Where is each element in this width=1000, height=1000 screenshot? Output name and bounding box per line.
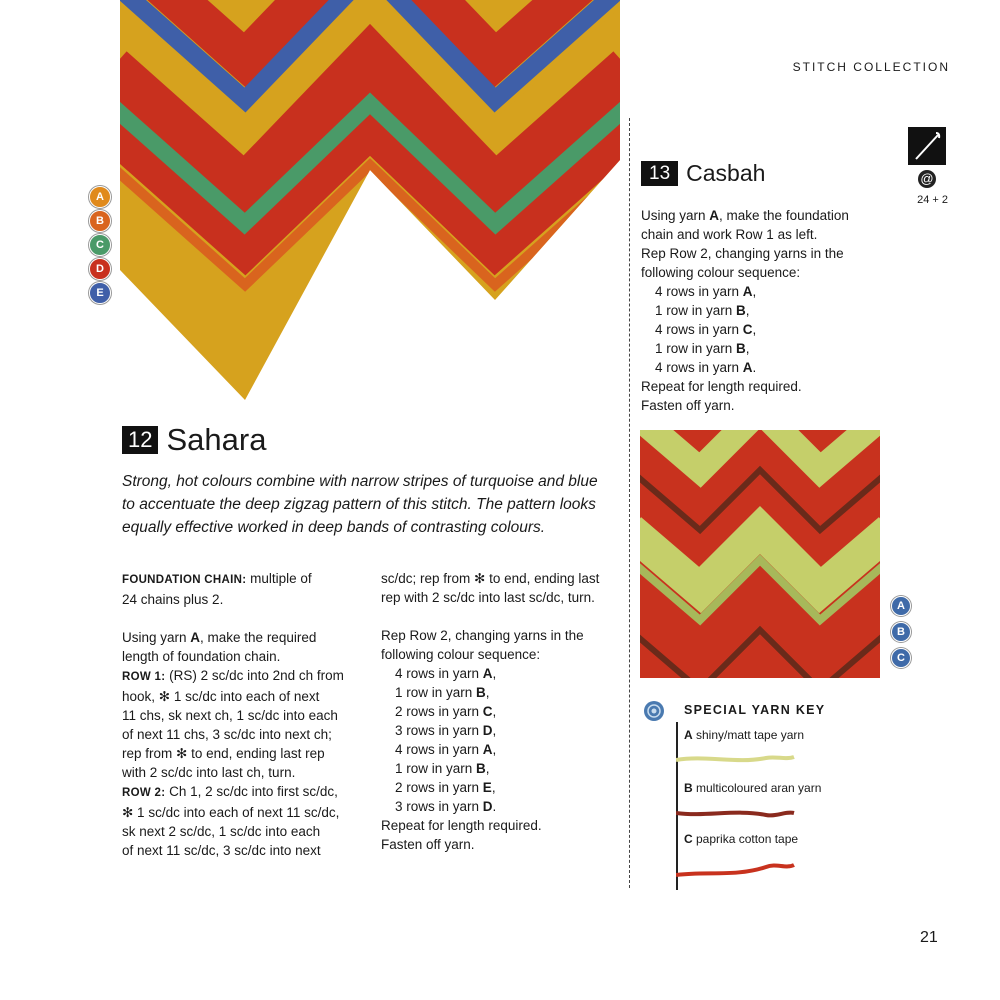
yarn-key-item-a: A shiny/matt tape yarn xyxy=(684,728,805,742)
casbah-yarn-badges xyxy=(891,596,911,668)
yarn-key-title: SPECIAL YARN KEY xyxy=(684,703,826,717)
pattern-number: 13 xyxy=(641,161,678,186)
section-label: STITCH COLLECTION xyxy=(792,60,950,74)
sahara-swatch-image xyxy=(120,0,620,410)
yarn-badge-c: C xyxy=(89,234,111,256)
crochet-hook-icon xyxy=(908,127,946,165)
special-yarn-icon xyxy=(643,700,665,722)
yarn-key-item-b: B multicoloured aran yarn xyxy=(684,781,822,795)
yarn-sample-b xyxy=(676,803,796,823)
yarn-badge-c: C xyxy=(891,648,911,668)
yarn-badge-d: D xyxy=(89,258,111,280)
pattern-title: Sahara xyxy=(166,422,267,457)
sahara-heading xyxy=(122,422,266,458)
yarn-badge-e: E xyxy=(89,282,111,304)
casbah-swatch-image xyxy=(640,430,880,678)
casbah-instructions: Using yarn A, make the foundation chain and work Row 1 as left. Rep Row 2, changing yarns in the following colour sequence: 4 rows in yarn A, 1 row in yarn B, 4 rows in yarn C, 1 row in yarn B, 4 rows in yarn A. Repeat for length required. Fasten off yarn. xyxy=(641,208,849,413)
yarn-badge-a: A xyxy=(89,186,111,208)
sahara-yarn-badges xyxy=(89,186,111,304)
sahara-instructions-col2: sc/dc; rep from ✻ to end, ending last rep with 2 sc/dc into last sc/dc, turn. Rep Row 2, changing yarns in the following colour sequence: 4 rows in yarn A, 1 row in yarn B, 2 rows in yarn C, 3 rows in yarn D, 4 rows in yarn A, 1 row in yarn B, 2 rows in yarn E, 3 rows in yarn D. Repeat for length required. Fasten off yarn. xyxy=(381,571,600,852)
stitch-multiple: 24 + 2 xyxy=(917,194,948,206)
casbah-heading xyxy=(641,160,765,187)
yarn-badge-a: A xyxy=(891,596,911,616)
sahara-lead-text: Strong, hot colours combine with narrow stripes of turquoise and blue to accentuate the deep zigzag pattern of this stitch. The pattern looks equally effective worked in deep bands of contrasting colours. xyxy=(122,473,598,536)
yarn-sample-a xyxy=(676,750,796,770)
pattern-number: 12 xyxy=(122,426,158,454)
yarn-key-item-c: C paprika cotton tape xyxy=(684,832,799,846)
yarn-sample-c xyxy=(676,853,796,883)
pattern-title: Casbah xyxy=(686,160,766,186)
column-divider xyxy=(629,118,630,888)
page-number: 21 xyxy=(920,929,938,946)
yarn-spiral-icon: @ xyxy=(918,170,936,188)
yarn-badge-b: B xyxy=(89,210,111,232)
sahara-instructions-col1: FOUNDATION CHAIN: multiple of 24 chains plus 2. Using yarn A, make the required length of foundation chain. ROW 1: (RS) 2 sc/dc into 2nd ch from hook, ✻ 1 sc/dc into each of next 11 chs, sk next ch, 1 sc/dc into each of next 11 chs, 3 sc/dc into next ch; rep from ✻ to end, ending last rep with 2 sc/dc into last ch, turn. ROW 2: Ch 1, 2 sc/dc into first sc/dc, ✻ 1 sc/dc into each of next 11 sc/dc, sk next 2 sc/dc, 1 sc/dc into each of next 11 sc/dc, 3 sc/dc into next xyxy=(122,571,344,858)
yarn-badge-b: B xyxy=(891,622,911,642)
